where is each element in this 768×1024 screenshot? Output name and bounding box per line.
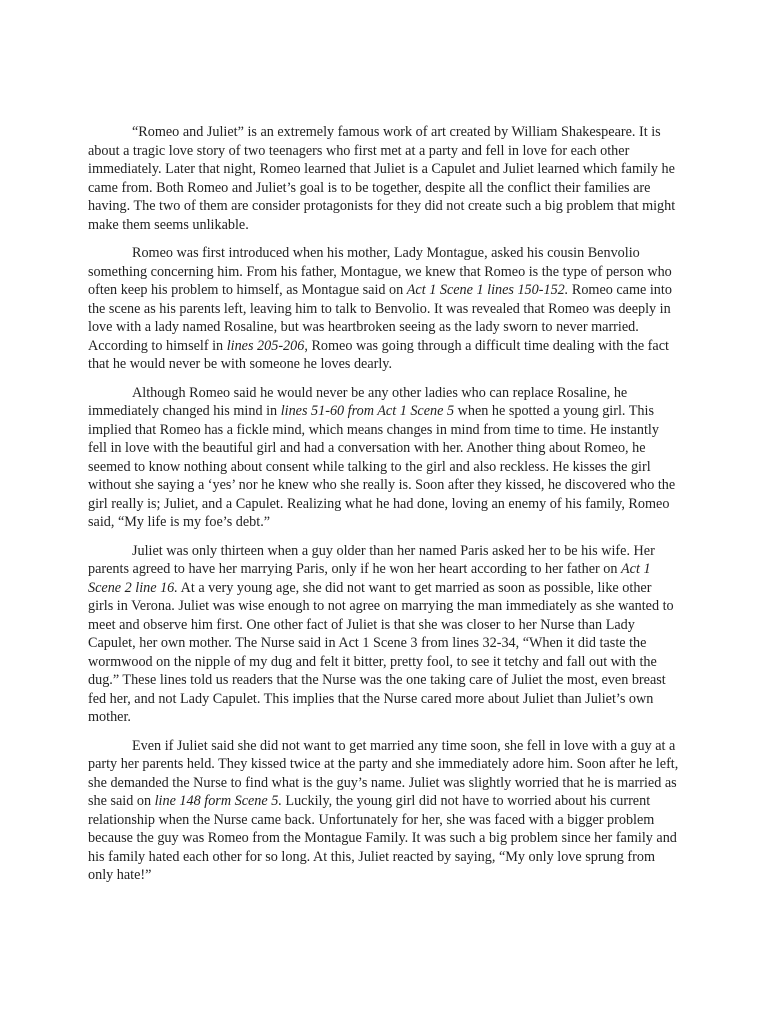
paragraph-1	[88, 123, 680, 234]
essay-body	[88, 123, 680, 895]
paragraph-4-citation-1: Act 1 Scene 2 line 16.	[88, 561, 651, 596]
paragraph-2-text-2: Romeo came into the scene as his parents left, leaving him to talk to Benvolio. It was revealed that Romeo was deeply in love with a lady named Rosaline, but was heartbroken seeing as the lady sworn to never married. According to himself in	[88, 282, 672, 354]
paragraph-3-text-2: when he spotted a young girl. This implied that Romeo has a fickle mind, which means changes in mind from time to time. He instantly fell in love with the beautiful girl and had a conversation with her. Another thing about Romeo, he seemed to know nothing about consent while talking to the girl and also reckless. He kisses the girl without she saying a ‘yes’ nor he knew who she really is. Soon after they kissed, he discovered who the girl really is; Juliet, and a Capulet. Realizing what he had done, loving an enemy of his family, Romeo said, “My life is my foe’s debt.”	[88, 403, 676, 530]
paragraph-4-text-1: Juliet was only thirteen when a guy older than her named Paris asked her to be his wife. Her parents agreed to have her marrying Paris, only if he won her heart according to her father on	[88, 542, 655, 577]
paragraph-3	[88, 384, 680, 532]
paragraph-5-citation-1: line 148 form Scene 5.	[154, 793, 282, 809]
paragraph-2-citation-2: lines 205-206	[226, 337, 305, 354]
paragraph-3-text-1: Although Romeo said he would never be any other ladies who can replace Rosaline, he immediately changed his mind in	[88, 384, 628, 419]
paragraph-5-text-1: Even if Juliet said she did not want to get married any time soon, she fell in love with a guy at a party her parents held. They kissed twice at the party and she immediately adore him. Soon after he left, she demanded the Nurse to find what is the guy’s name. Juliet was slightly worried that he is married as she said on	[88, 737, 679, 809]
paragraph-4	[88, 542, 680, 727]
paragraph-5-text-2: Luckily, the young girl did not have to worried about his current relationship when the Nurse came back. Unfortunately for her, she was faced with a bigger problem because the guy was Romeo from the Montague Family. It was such a big problem since her family and his family hated each other for so long. At this, Juliet reacted by saying, “My only love sprung from only hate!”	[88, 793, 677, 883]
paragraph-2-citation-1: Act 1 Scene 1 lines 150-152.	[406, 282, 569, 298]
paragraph-5	[88, 737, 680, 885]
paragraph-2-text-1: Romeo was first introduced when his mother, Lady Montague, asked his cousin Benvolio something concerning him. From his father, Montague, we knew that Romeo is the type of person who often keep his problem to himself, as Montague said on	[88, 245, 672, 298]
paragraph-3-citation-1: lines 51-60 from Act 1 Scene 5	[280, 403, 455, 419]
paragraph-1-text-1: “Romeo and Juliet” is an extremely famous work of art created by William Shakespeare. It is about a tragic love story of two teenagers who first met at a party and fell in love for each other immediately. Later that night, Romeo learned that Juliet is a Capulet and Juliet learned which family he came from. Both Romeo and Juliet’s goal is to be together, despite all the conflict their families are having. The two of them are consider protagonists for they did not create such a big problem that might make them seems unlikable.	[88, 124, 676, 233]
paragraph-4-text-2: At a very young age, she did not want to get married as soon as possible, like other girls in Verona. Juliet was wise enough to not agree on marrying the man immediately as she wanted to meet and observe him first. One other fact of Juliet is that she was closer to her Nurse than Lady Capulet, her own mother. The Nurse said in Act 1 Scene 3 from lines 32-34, “When it did taste the wormwood on the nipple of my dug and felt it bitter, pretty fool, to see it tetchy and fall out with the dug.” These lines told us readers that the Nurse was the one taking care of Juliet the most, even breast fed her, and not Lady Capulet. This implies that the Nurse cared more about Juliet than Juliet’s own mother.	[88, 579, 674, 725]
paragraph-2-text-3: , Romeo was going through a difficult time dealing with the fact that he would never be with someone he loves dearly.	[88, 337, 669, 372]
paragraph-2	[88, 244, 680, 374]
